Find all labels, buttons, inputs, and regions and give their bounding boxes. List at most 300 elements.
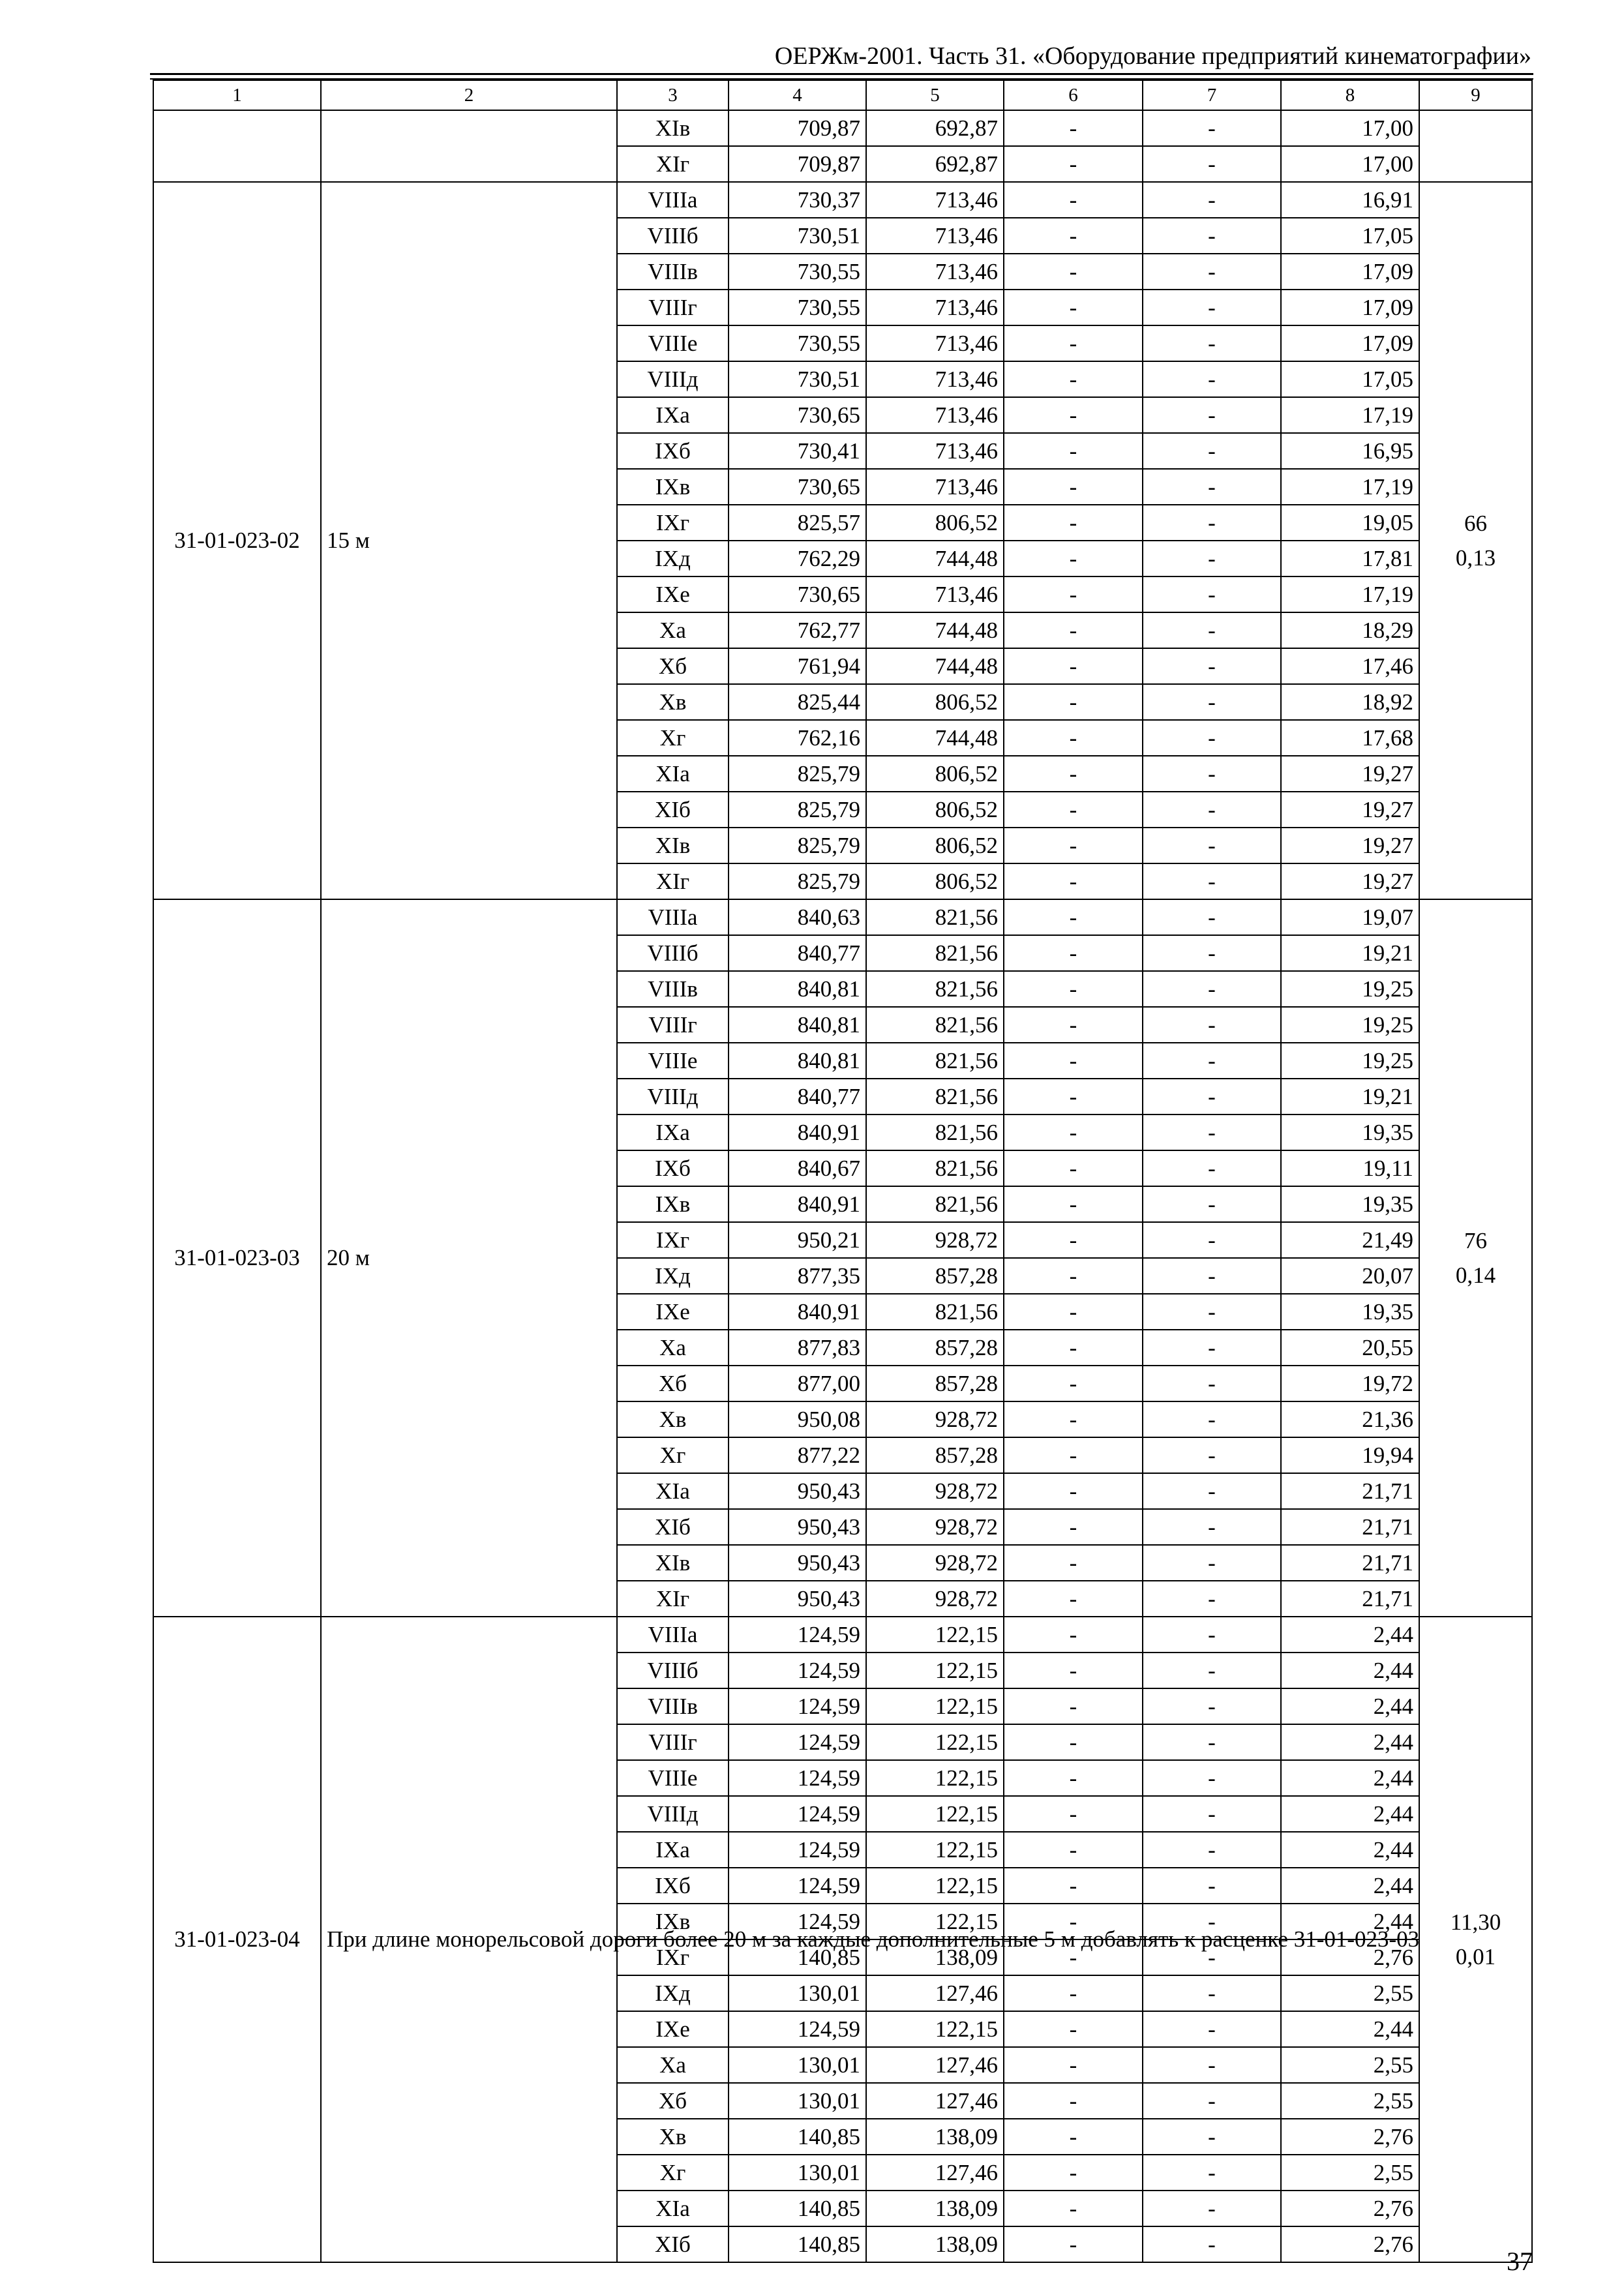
labor-wages-cell: 857,28 — [866, 1330, 1004, 1366]
direct-costs-cell: 124,59 — [729, 1868, 866, 1904]
zone-cell: VIIIа — [617, 1617, 729, 1653]
materials-cell: 17,81 — [1281, 541, 1419, 576]
labor-wages-cell: 806,52 — [866, 828, 1004, 863]
zone-cell: Xб — [617, 1366, 729, 1401]
machinist-wages-cell: - — [1143, 325, 1281, 361]
materials-cell: 16,95 — [1281, 433, 1419, 469]
materials-cell: 17,46 — [1281, 648, 1419, 684]
machinist-wages-cell: - — [1143, 828, 1281, 863]
materials-cell: 2,76 — [1281, 2226, 1419, 2262]
materials-cell: 21,71 — [1281, 1581, 1419, 1617]
direct-costs-cell: 840,77 — [729, 1079, 866, 1115]
zone-cell: IXв — [617, 1904, 729, 1939]
column-number: 1 — [153, 80, 321, 110]
machinist-wages-cell: - — [1143, 110, 1281, 146]
zone-cell: IXб — [617, 433, 729, 469]
zone-cell: IXд — [617, 1975, 729, 2011]
labor-cost-cell — [1419, 1617, 1532, 2262]
machine-costs-cell: - — [1004, 110, 1143, 146]
machinist-wages-cell: - — [1143, 612, 1281, 648]
direct-costs-cell: 825,79 — [729, 792, 866, 828]
materials-cell: 19,72 — [1281, 1366, 1419, 1401]
materials-cell: 19,27 — [1281, 792, 1419, 828]
column-number: 7 — [1143, 80, 1281, 110]
materials-cell: 2,44 — [1281, 1832, 1419, 1868]
machinist-wages-cell: - — [1143, 1186, 1281, 1222]
header-rule-top — [150, 73, 1533, 75]
zone-cell: Xг — [617, 1437, 729, 1473]
machinist-wages-cell: - — [1143, 1473, 1281, 1509]
labor-wages-cell: 122,15 — [866, 2011, 1004, 2047]
direct-costs-cell: 950,43 — [729, 1473, 866, 1509]
machine-costs-cell: - — [1004, 1796, 1143, 1832]
labor-wages-cell: 821,56 — [866, 971, 1004, 1007]
zone-cell: Xв — [617, 2119, 729, 2155]
machine-costs-cell: - — [1004, 792, 1143, 828]
machinist-wages-cell: - — [1143, 648, 1281, 684]
direct-costs-cell: 730,37 — [729, 182, 866, 218]
machine-costs-cell: - — [1004, 1617, 1143, 1653]
zone-cell: VIIIе — [617, 325, 729, 361]
direct-costs-cell: 762,29 — [729, 541, 866, 576]
column-number-row — [153, 80, 1532, 110]
machine-costs-cell: - — [1004, 1939, 1143, 1975]
machine-costs-cell: - — [1004, 218, 1143, 254]
materials-cell: 2,76 — [1281, 1939, 1419, 1975]
labor-wages-cell: 122,15 — [866, 1760, 1004, 1796]
direct-costs-cell: 840,81 — [729, 971, 866, 1007]
direct-costs-cell: 825,79 — [729, 828, 866, 863]
machine-costs-cell: - — [1004, 254, 1143, 290]
labor-wages-cell: 928,72 — [866, 1545, 1004, 1581]
machine-costs-cell: - — [1004, 1294, 1143, 1330]
machinist-wages-cell: - — [1143, 720, 1281, 756]
zone-cell: XIв — [617, 828, 729, 863]
zone-cell: VIIIб — [617, 218, 729, 254]
machinist-wages-cell: - — [1143, 541, 1281, 576]
machine-costs-cell: - — [1004, 863, 1143, 899]
table-row — [153, 182, 1532, 218]
labor-wages-cell: 857,28 — [866, 1366, 1004, 1401]
direct-costs-cell: 840,81 — [729, 1007, 866, 1043]
machine-costs-cell: - — [1004, 1437, 1143, 1473]
work-name-cell — [321, 110, 617, 182]
machine-costs-cell: - — [1004, 1186, 1143, 1222]
materials-cell: 2,44 — [1281, 1653, 1419, 1688]
materials-cell: 16,91 — [1281, 182, 1419, 218]
direct-costs-cell: 130,01 — [729, 2083, 866, 2119]
labor-wages-cell: 713,46 — [866, 433, 1004, 469]
labor-wages-cell: 821,56 — [866, 899, 1004, 935]
zone-cell: VIIIд — [617, 1079, 729, 1115]
direct-costs-cell: 840,91 — [729, 1294, 866, 1330]
machinist-wages-cell: - — [1143, 1904, 1281, 1939]
machinist-wages-cell: - — [1143, 2155, 1281, 2191]
materials-cell: 18,92 — [1281, 684, 1419, 720]
materials-cell: 2,55 — [1281, 2047, 1419, 2083]
labor-wages-cell: 806,52 — [866, 505, 1004, 541]
labor-wages-cell: 692,87 — [866, 146, 1004, 182]
direct-costs-cell: 730,55 — [729, 325, 866, 361]
machinist-wages-cell: - — [1143, 1581, 1281, 1617]
zone-cell: VIIIд — [617, 1796, 729, 1832]
direct-costs-cell: 730,55 — [729, 290, 866, 325]
machine-costs-cell: - — [1004, 1079, 1143, 1115]
labor-wages-cell: 713,46 — [866, 361, 1004, 397]
machine-costs-cell: - — [1004, 576, 1143, 612]
labor-wages-cell: 122,15 — [866, 1617, 1004, 1653]
zone-cell: Xв — [617, 1401, 729, 1437]
machinist-wages-cell: - — [1143, 1653, 1281, 1688]
labor-wages-cell: 806,52 — [866, 684, 1004, 720]
machinist-wages-cell: - — [1143, 1832, 1281, 1868]
machine-costs-cell: - — [1004, 2011, 1143, 2047]
machine-costs-cell: - — [1004, 1760, 1143, 1796]
machine-costs-cell: - — [1004, 1150, 1143, 1186]
labor-workers-value: 11,30 — [1450, 1909, 1501, 1935]
labor-wages-cell: 744,48 — [866, 541, 1004, 576]
zone-cell: IXе — [617, 1294, 729, 1330]
machine-costs-cell: - — [1004, 2155, 1143, 2191]
rate-code-cell: 31-01-023-02 — [153, 182, 321, 899]
labor-wages-cell: 744,48 — [866, 720, 1004, 756]
labor-wages-cell: 713,46 — [866, 576, 1004, 612]
zone-cell: XIб — [617, 792, 729, 828]
direct-costs-cell: 950,43 — [729, 1509, 866, 1545]
materials-cell: 19,35 — [1281, 1115, 1419, 1150]
materials-cell: 21,71 — [1281, 1473, 1419, 1509]
direct-costs-cell: 840,63 — [729, 899, 866, 935]
zone-cell: IXб — [617, 1868, 729, 1904]
materials-cell: 2,55 — [1281, 1975, 1419, 2011]
machine-costs-cell: - — [1004, 1115, 1143, 1150]
machinist-wages-cell: - — [1143, 971, 1281, 1007]
column-number: 9 — [1419, 80, 1532, 110]
rate-code-cell — [153, 110, 321, 182]
materials-cell: 2,44 — [1281, 2011, 1419, 2047]
zone-cell: Xг — [617, 2155, 729, 2191]
machinist-wages-cell: - — [1143, 863, 1281, 899]
machinist-wages-cell: - — [1143, 1437, 1281, 1473]
machine-costs-cell: - — [1004, 1366, 1143, 1401]
materials-cell: 19,25 — [1281, 1007, 1419, 1043]
machine-costs-cell: - — [1004, 361, 1143, 397]
machinist-wages-cell: - — [1143, 899, 1281, 935]
page-number: 37 — [1507, 2247, 1533, 2276]
zone-cell: XIб — [617, 1509, 729, 1545]
materials-cell: 21,36 — [1281, 1401, 1419, 1437]
column-number: 8 — [1281, 80, 1419, 110]
direct-costs-cell: 124,59 — [729, 1688, 866, 1724]
machinist-wages-cell: - — [1143, 361, 1281, 397]
direct-costs-cell: 124,59 — [729, 1617, 866, 1653]
machinist-wages-cell: - — [1143, 1294, 1281, 1330]
machinist-wages-cell: - — [1143, 2047, 1281, 2083]
materials-cell: 2,44 — [1281, 1688, 1419, 1724]
materials-cell: 19,27 — [1281, 863, 1419, 899]
labor-wages-cell: 122,15 — [866, 1904, 1004, 1939]
machinist-wages-cell: - — [1143, 505, 1281, 541]
direct-costs-cell: 140,85 — [729, 2191, 866, 2226]
machine-costs-cell: - — [1004, 1653, 1143, 1688]
direct-costs-cell: 840,91 — [729, 1186, 866, 1222]
materials-cell: 2,44 — [1281, 1617, 1419, 1653]
machinist-wages-cell: - — [1143, 290, 1281, 325]
direct-costs-cell: 730,51 — [729, 218, 866, 254]
machine-costs-cell: - — [1004, 2083, 1143, 2119]
rates-table — [153, 80, 1533, 2263]
page-header-title: ОЕРЖм-2001. Часть 31. «Оборудование предприятий кинематографии» — [774, 42, 1531, 70]
labor-workers-value: 66 — [1464, 511, 1487, 536]
direct-costs-cell: 950,43 — [729, 1581, 866, 1617]
direct-costs-cell: 877,35 — [729, 1258, 866, 1294]
zone-cell: Xб — [617, 648, 729, 684]
labor-wages-cell: 692,87 — [866, 110, 1004, 146]
labor-wages-cell: 928,72 — [866, 1222, 1004, 1258]
zone-cell: VIIIа — [617, 899, 729, 935]
machinist-wages-cell: - — [1143, 2191, 1281, 2226]
machine-costs-cell: - — [1004, 146, 1143, 182]
machinist-wages-cell: - — [1143, 1043, 1281, 1079]
zone-cell: XIб — [617, 2226, 729, 2262]
machinist-wages-cell: - — [1143, 254, 1281, 290]
machinist-wages-cell: - — [1143, 182, 1281, 218]
machine-costs-cell: - — [1004, 325, 1143, 361]
column-number: 6 — [1004, 80, 1143, 110]
labor-cost-cell — [1419, 110, 1532, 182]
labor-wages-cell: 713,46 — [866, 182, 1004, 218]
labor-wages-cell: 713,46 — [866, 325, 1004, 361]
machinist-wages-cell: - — [1143, 218, 1281, 254]
machinist-wages-cell: - — [1143, 397, 1281, 433]
labor-wages-cell: 713,46 — [866, 218, 1004, 254]
labor-wages-cell: 928,72 — [866, 1473, 1004, 1509]
column-number: 3 — [617, 80, 729, 110]
materials-cell: 19,21 — [1281, 1079, 1419, 1115]
labor-wages-cell: 122,15 — [866, 1653, 1004, 1688]
machine-costs-cell: - — [1004, 756, 1143, 792]
machine-costs-cell: - — [1004, 1330, 1143, 1366]
direct-costs-cell: 709,87 — [729, 146, 866, 182]
machine-costs-cell: - — [1004, 2191, 1143, 2226]
labor-wages-cell: 713,46 — [866, 290, 1004, 325]
machinist-wages-cell: - — [1143, 146, 1281, 182]
machinist-wages-cell: - — [1143, 1258, 1281, 1294]
materials-cell: 19,21 — [1281, 935, 1419, 971]
machinist-wages-cell: - — [1143, 1796, 1281, 1832]
zone-cell: IXг — [617, 1222, 729, 1258]
machinist-wages-cell: - — [1143, 2011, 1281, 2047]
materials-cell: 2,76 — [1281, 2119, 1419, 2155]
direct-costs-cell: 950,21 — [729, 1222, 866, 1258]
zone-cell: VIIIб — [617, 1653, 729, 1688]
machine-costs-cell: - — [1004, 1868, 1143, 1904]
labor-machinists-value: 0,14 — [1455, 1263, 1496, 1288]
machinist-wages-cell: - — [1143, 469, 1281, 505]
machinist-wages-cell: - — [1143, 1330, 1281, 1366]
materials-cell: 20,07 — [1281, 1258, 1419, 1294]
direct-costs-cell: 840,91 — [729, 1115, 866, 1150]
zone-cell: VIIIа — [617, 182, 729, 218]
machine-costs-cell: - — [1004, 1509, 1143, 1545]
direct-costs-cell: 825,79 — [729, 863, 866, 899]
direct-costs-cell: 877,22 — [729, 1437, 866, 1473]
labor-wages-cell: 806,52 — [866, 756, 1004, 792]
zone-cell: IXа — [617, 1832, 729, 1868]
materials-cell: 17,05 — [1281, 218, 1419, 254]
zone-cell: XIа — [617, 2191, 729, 2226]
labor-wages-cell: 713,46 — [866, 469, 1004, 505]
direct-costs-cell: 124,59 — [729, 2011, 866, 2047]
labor-wages-cell: 122,15 — [866, 1832, 1004, 1868]
materials-cell: 19,94 — [1281, 1437, 1419, 1473]
labor-wages-cell: 821,56 — [866, 1150, 1004, 1186]
direct-costs-cell: 130,01 — [729, 2155, 866, 2191]
materials-cell: 2,44 — [1281, 1904, 1419, 1939]
labor-machinists-value: 0,13 — [1455, 545, 1496, 571]
zone-cell: VIIIе — [617, 1760, 729, 1796]
zone-cell: IXб — [617, 1150, 729, 1186]
labor-workers-value: 76 — [1464, 1228, 1487, 1253]
materials-cell: 19,35 — [1281, 1294, 1419, 1330]
machinist-wages-cell: - — [1143, 1366, 1281, 1401]
work-name-cell: При длине монорельсовой дороги более 20 м за каждые дополнительные 5 м добавлять к расценке 31-01-023-03 — [321, 1617, 617, 2262]
zone-cell: VIIIв — [617, 971, 729, 1007]
machine-costs-cell: - — [1004, 2047, 1143, 2083]
zone-cell: VIIIг — [617, 1724, 729, 1760]
zone-cell: XIг — [617, 863, 729, 899]
labor-wages-cell: 122,15 — [866, 1688, 1004, 1724]
machinist-wages-cell: - — [1143, 1509, 1281, 1545]
machinist-wages-cell: - — [1143, 1545, 1281, 1581]
labor-wages-cell: 821,56 — [866, 1115, 1004, 1150]
labor-wages-cell: 122,15 — [866, 1796, 1004, 1832]
direct-costs-cell: 730,65 — [729, 469, 866, 505]
zone-cell: Xа — [617, 1330, 729, 1366]
materials-cell: 19,11 — [1281, 1150, 1419, 1186]
zone-cell: IXг — [617, 1939, 729, 1975]
zone-cell: IXд — [617, 1258, 729, 1294]
zone-cell: VIIIг — [617, 1007, 729, 1043]
materials-cell: 19,27 — [1281, 756, 1419, 792]
machinist-wages-cell: - — [1143, 1939, 1281, 1975]
machinist-wages-cell: - — [1143, 1115, 1281, 1150]
direct-costs-cell: 730,55 — [729, 254, 866, 290]
labor-wages-cell: 806,52 — [866, 792, 1004, 828]
machine-costs-cell: - — [1004, 720, 1143, 756]
materials-cell: 2,55 — [1281, 2083, 1419, 2119]
zone-cell: IXв — [617, 469, 729, 505]
machine-costs-cell: - — [1004, 899, 1143, 935]
labor-machinists-value: 0,01 — [1455, 1944, 1496, 1969]
materials-cell: 17,19 — [1281, 576, 1419, 612]
direct-costs-cell: 124,59 — [729, 1832, 866, 1868]
zone-cell: VIIIе — [617, 1043, 729, 1079]
machine-costs-cell: - — [1004, 1043, 1143, 1079]
machinist-wages-cell: - — [1143, 756, 1281, 792]
labor-wages-cell: 857,28 — [866, 1258, 1004, 1294]
direct-costs-cell: 124,59 — [729, 1724, 866, 1760]
materials-cell: 21,71 — [1281, 1545, 1419, 1581]
direct-costs-cell: 124,59 — [729, 1904, 866, 1939]
labor-wages-cell: 138,09 — [866, 1939, 1004, 1975]
labor-wages-cell: 928,72 — [866, 1509, 1004, 1545]
machinist-wages-cell: - — [1143, 684, 1281, 720]
machinist-wages-cell: - — [1143, 1079, 1281, 1115]
direct-costs-cell: 761,94 — [729, 648, 866, 684]
zone-cell: Xг — [617, 720, 729, 756]
machinist-wages-cell: - — [1143, 1975, 1281, 2011]
labor-wages-cell: 821,56 — [866, 1043, 1004, 1079]
zone-cell: VIIIг — [617, 290, 729, 325]
machine-costs-cell: - — [1004, 1581, 1143, 1617]
zone-cell: XIг — [617, 1581, 729, 1617]
direct-costs-cell: 709,87 — [729, 110, 866, 146]
materials-cell: 19,35 — [1281, 1186, 1419, 1222]
direct-costs-cell: 950,43 — [729, 1545, 866, 1581]
machinist-wages-cell: - — [1143, 2119, 1281, 2155]
zone-cell: Xб — [617, 2083, 729, 2119]
machine-costs-cell: - — [1004, 2119, 1143, 2155]
direct-costs-cell: 730,65 — [729, 576, 866, 612]
zone-cell: VIIIв — [617, 254, 729, 290]
labor-wages-cell: 928,72 — [866, 1401, 1004, 1437]
rates-table-body — [153, 80, 1532, 2262]
direct-costs-cell: 140,85 — [729, 2226, 866, 2262]
materials-cell: 21,49 — [1281, 1222, 1419, 1258]
direct-costs-cell: 124,59 — [729, 1760, 866, 1796]
materials-cell: 17,00 — [1281, 110, 1419, 146]
materials-cell: 17,09 — [1281, 290, 1419, 325]
machine-costs-cell: - — [1004, 2226, 1143, 2262]
direct-costs-cell: 762,77 — [729, 612, 866, 648]
direct-costs-cell: 730,51 — [729, 361, 866, 397]
work-name-cell: 15 м — [321, 182, 617, 899]
direct-costs-cell: 730,41 — [729, 433, 866, 469]
machine-costs-cell: - — [1004, 1688, 1143, 1724]
materials-cell: 19,25 — [1281, 1043, 1419, 1079]
machinist-wages-cell: - — [1143, 2226, 1281, 2262]
labor-wages-cell: 127,46 — [866, 1975, 1004, 2011]
machine-costs-cell: - — [1004, 1832, 1143, 1868]
labor-wages-cell: 821,56 — [866, 1007, 1004, 1043]
direct-costs-cell: 877,83 — [729, 1330, 866, 1366]
zone-cell: VIIIб — [617, 935, 729, 971]
materials-cell: 19,05 — [1281, 505, 1419, 541]
machine-costs-cell: - — [1004, 1904, 1143, 1939]
rate-code-cell: 31-01-023-03 — [153, 899, 321, 1617]
zone-cell: Xа — [617, 612, 729, 648]
machinist-wages-cell: - — [1143, 433, 1281, 469]
zone-cell: XIв — [617, 110, 729, 146]
zone-cell: XIв — [617, 1545, 729, 1581]
materials-cell: 19,07 — [1281, 899, 1419, 935]
direct-costs-cell: 762,16 — [729, 720, 866, 756]
labor-wages-cell: 744,48 — [866, 612, 1004, 648]
machine-costs-cell: - — [1004, 648, 1143, 684]
labor-wages-cell: 821,56 — [866, 1186, 1004, 1222]
labor-wages-cell: 928,72 — [866, 1581, 1004, 1617]
zone-cell: XIа — [617, 756, 729, 792]
labor-cost-cell — [1419, 899, 1532, 1617]
direct-costs-cell: 825,79 — [729, 756, 866, 792]
machinist-wages-cell: - — [1143, 1724, 1281, 1760]
labor-wages-cell: 857,28 — [866, 1437, 1004, 1473]
work-name-cell: 20 м — [321, 899, 617, 1617]
machine-costs-cell: - — [1004, 1473, 1143, 1509]
direct-costs-cell: 130,01 — [729, 1975, 866, 2011]
machine-costs-cell: - — [1004, 1007, 1143, 1043]
